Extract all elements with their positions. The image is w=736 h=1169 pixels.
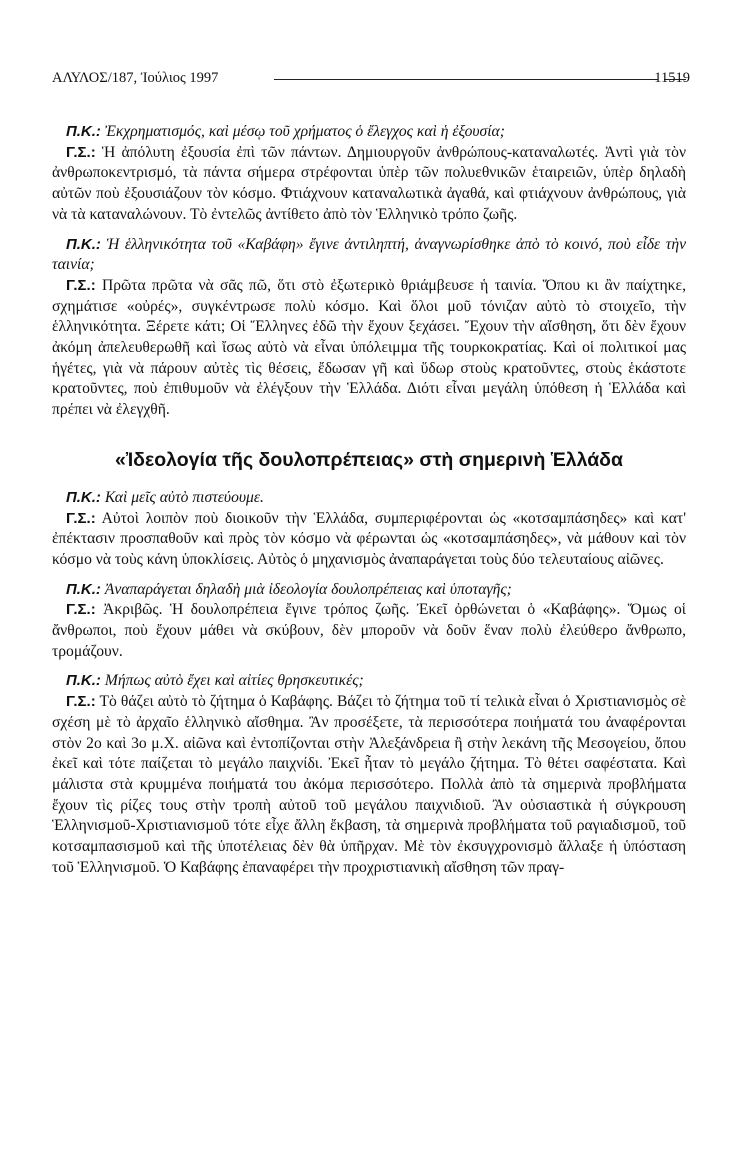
question-paragraph: [52, 488, 686, 509]
paragraph-text: Ἡ ἑλληνικότητα τοῦ «Καβάφη» ἔγινε ἀντιληπτή, ἀναγνωρίσθηκε ἀπὸ τὸ κοινό, ποὺ εἶδε τὴν ταινία;: [52, 235, 686, 274]
answer-paragraph: [52, 692, 686, 878]
paragraph-text: Καὶ μεῖς αὐτὸ πιστεύουμε.: [104, 488, 264, 506]
speaker-interviewer: Π.Κ.:: [66, 580, 101, 598]
speaker-interviewee: Γ.Σ.:: [66, 509, 96, 527]
running-header: [52, 66, 688, 90]
paragraph-text: Αὐτοὶ λοιπὸν ποὺ διοικοῦν τὴν Ἑλλάδα, συμπεριφέρονται ὡς «κοτσαμπάσηδες» καὶ κατ' ἐπέκτασιν προσπαθοῦν καὶ πρὸς τὸν κόσμο νὰ φέρωνται ὡς «κοτσαμπάσηδες», νὰ μάθουν καὶ τὸν κόσμο νὰ τοὺς κάνη ὑποκλίσεις. Αὐτὸς ὁ μηχανισμὸς ἀναπαράγεται τοὺς δύο τελευταίους αἰῶνες.: [52, 509, 686, 568]
paragraph-text: Ἡ ἀπόλυτη ἐξουσία ἐπὶ τῶν πάντων. Δημιουργοῦν ἀνθρώπους-καταναλωτές. Ἀντὶ γιὰ τὸν ἀνθρωποκεντρισμό, τὰ πάντα σήμερα στρέφονται ὑπὲρ τῶν πολυεθνικῶν ἑταιρειῶν, ὑπὲρ δηλαδὴ αὐτῶν ποὺ ἐξουσιάζουν τὸν κόσμο. Φτιάχνουν καταναλωτικὰ ἀγαθά, καὶ φτιάχνουν ἀνθρώπους, γιὰ νὰ τὰ καταναλώνουν. Τὸ ἐντελῶς ἀντίθετο ἀπὸ τὸν Ἑλληνικὸ τρόπο ζωῆς.: [52, 143, 686, 223]
paragraph-text: Τὸ θάζει αὐτὸ τὸ ζήτημα ὁ Καβάφης. Βάζει τὸ ζήτημα τοῦ τί τελικὰ εἶναι ὁ Χριστιανισμὸς σὲ σχέση μὲ τὸ ἀρχαῖο ἑλληνικὸ αἴσθημα. Ἂν προσέξετε, τὰ περισσότερα ποιήματά του ἀναφέρονται στὸν 2ο καὶ 3ο μ.Χ. αἰῶνα καὶ ἐντοπίζονται στὴν Ἀλεξάνδρεια ἢ στὴν λεκάνη τῆς Μεσογείου, ὅπου ἐκεῖ καὶ τότε παίζεται τὸ μεγάλο παιχνίδι. Ἐκεῖ ἦταν τὸ μεγάλο ζήτημα. Τὸ θέτει σαφέστατα. Καὶ μάλιστα στὰ κρυμμένα ποιήματά του ἀκόμα περισσότερο. Πολλὰ ἀπὸ τὰ σημερινὰ προβλήματα ἔχουν τὶς ρίζες τους στὴν τροπὴ αὐτοῦ τοῦ μεγάλου παιχνιδιοῦ. Ἂν οὐσιαστικὰ ἡ σύγκρουση Ἑλληνισμοῦ-Χριστιανισμοῦ τότε εἶχε ἄλλη ἔκβαση, τὰ σημερινὰ προβλήματα τοῦ ραγιαδισμοῦ, τοῦ κοτσαμπασισμοῦ καὶ τῆς ὑποτέλειας δὲν θὰ ὑπῆρχαν. Μὲ τὸν ἐκσυγχρονισμὸ ἄλλαξε ἡ ὑπόσταση τοῦ Ἑλληνισμοῦ. Ὁ Καβάφης ἐπαναφέρει τὴν προχριστιανικὴ αἴσθηση τῶν πραγ-: [52, 693, 686, 876]
interview-part-1: [52, 122, 686, 421]
question-paragraph: [52, 580, 686, 601]
question-paragraph: [52, 122, 686, 143]
paragraph-text: Ἀκριβῶς. Ἡ δουλοπρέπεια ἔγινε τρόπος ζωῆς. Ἐκεῖ ὀρθώνεται ὁ «Καβάφης». Ὅμως οἱ ἄνθρωποι, ποὺ ἔχουν μάθει νὰ σκύβουν, δὲν μποροῦν νὰ δοῦν ἕναν πολὺ ἐλεύθερο ἄνθρωπο, τρομάζουν.: [52, 601, 686, 660]
answer-paragraph: [52, 143, 686, 226]
speaker-interviewee: Γ.Σ.:: [66, 601, 96, 619]
page-number: 11519: [654, 70, 690, 86]
speaker-interviewee: Γ.Σ.:: [66, 143, 96, 161]
answer-paragraph: [52, 276, 686, 421]
interview-part-2: [52, 488, 686, 879]
speaker-interviewee: Γ.Σ.:: [66, 693, 96, 711]
speaker-interviewer: Π.Κ.:: [66, 235, 101, 253]
journal-issue: ΑΛΥΛΟΣ/187, Ἰούλιος 1997: [52, 70, 219, 86]
speaker-interviewer: Π.Κ.:: [66, 488, 101, 506]
speaker-interviewer: Π.Κ.:: [66, 123, 101, 140]
speaker-interviewee: Γ.Σ.:: [66, 276, 96, 294]
speaker-interviewer: Π.Κ.:: [66, 672, 101, 690]
question-paragraph: [52, 671, 686, 692]
paragraph-text: Ἀναπαράγεται δηλαδὴ μιὰ ἰδεολογία δουλοπρέπειας καὶ ὑποταγῆς;: [104, 580, 512, 598]
answer-paragraph: [52, 600, 686, 662]
answer-paragraph: [52, 509, 686, 571]
paragraph-text: Πρῶτα πρῶτα νὰ σᾶς πῶ, ὅτι στὸ ἐξωτερικὸ θριάμβευσε ἡ ταινία. Ὅπου κι ἂν παίχτηκε, σχημάτισε «οὐρές», συγκέντρωσε πολὺ κόσμο. Καὶ ὅλοι μοῦ τόνιζαν αὐτὸ τὸ στοιχεῖο, τὴν ἑλληνικότητα. Ξέρετε κάτι; Οἱ Ἕλληνες ἐδῶ τὴν ἔχουν ξεχάσει. Ἔχουν τὴν αἴσθηση, ὅτι δὲν ἔχουν ἀκόμη ἀπελευθερωθῆ καὶ ἴσως αὐτὸ νὰ εἶναι ὑπόλειμμα τῆς τουρκοκρατίας. Καὶ οἱ πολιτικοί μας ἡγέτες, γιὰ νὰ πάρουν αὐτὲς τὶς θέσεις, ἔδωσαν γῆ καὶ ὕδωρ στοὺς κρατοῦντες, στοὺς ἑκάστοτε κρατοῦντες, ποὺ ἐπιθυμοῦν νὰ ἐλέγξουν τὴν Ἑλλάδα. Διότι εἶναι μεγάλη ὑπόθεση ἡ Ἑλλάδα καὶ πρέπει νὰ ἐλεγχθῆ.: [52, 276, 686, 419]
paragraph-text: Ἐκχρηματισμός, καὶ μέσῳ τοῦ χρήματος ὁ ἔλεγχος καὶ ἡ ἐξουσία;: [104, 123, 505, 140]
question-paragraph: [52, 235, 686, 276]
header-rule: [274, 79, 658, 80]
paragraph-text: Μήπως αὐτὸ ἔχει καὶ αἰτίες θρησκευτικές;: [104, 672, 364, 690]
article-body: [52, 122, 686, 879]
section-title: «Ἰδεολογία τῆς δουλοπρέπειας» στὴ σημερινὴ Ἑλλάδα: [115, 448, 623, 471]
